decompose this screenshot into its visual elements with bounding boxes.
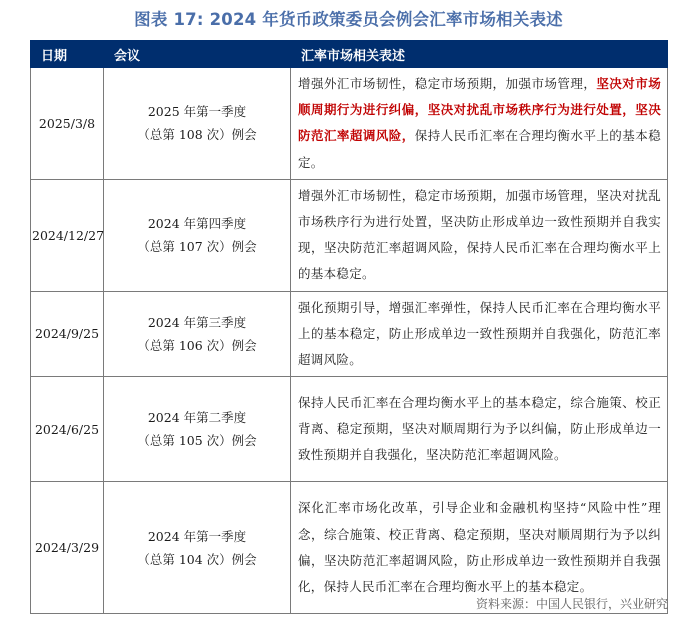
statement-text-end: 保持人民币汇率在合理均衡水平上的基本稳定。 <box>298 128 661 170</box>
row-statement <box>291 68 668 180</box>
meeting-name: 2024 年第三季度 <box>147 314 247 330</box>
table-row <box>31 291 668 377</box>
row-statement <box>291 377 668 482</box>
statement-text: 增强外汇市场韧性，稳定市场预期，加强市场管理，坚决对扰乱市场秩序行为进行处置，坚决防止形成单边一致性预期并自我实现，坚决防范汇率超调风险，保持人民币汇率在合理均衡水平上的基本稳定。 <box>298 187 661 282</box>
meeting-number: （总第 107 次）例会 <box>137 239 257 255</box>
row-date: 2024/9/25 <box>31 291 104 377</box>
row-meeting <box>104 482 291 614</box>
statement-table <box>30 40 668 614</box>
meeting-number: （总第 105 次）例会 <box>137 433 257 449</box>
figure-title: 图表 17: 2024 年货币政策委员会例会汇率市场相关表述 <box>134 10 563 29</box>
row-meeting <box>104 377 291 482</box>
row-statement <box>291 179 668 291</box>
row-date: 2024/12/27 <box>31 179 104 291</box>
table-row <box>31 482 668 614</box>
statement-highlight: 坚决对市场顺周期行为进行纠偏，坚决对扰乱市场秩序行为进行处置，坚决防范汇率超调风险， <box>298 76 661 144</box>
meeting-name: 2024 年第二季度 <box>147 410 247 426</box>
row-date: 2024/3/29 <box>31 482 104 614</box>
table-header-row <box>31 41 668 68</box>
meeting-name: 2024 年第四季度 <box>147 216 247 232</box>
statement-text: 增强外汇市场韧性，稳定市场预期，加强市场管理， <box>298 76 597 91</box>
row-date: 2024/6/25 <box>31 377 104 482</box>
statement-text: 强化预期引导，增强汇率弹性，保持人民币汇率在合理均衡水平上的基本稳定，防止形成单边一致性预期并自我强化，防范汇率超调风险。 <box>298 299 661 368</box>
row-date: 2025/3/8 <box>31 68 104 180</box>
column-header-statement: 汇率市场相关表述 <box>291 41 668 68</box>
table-row <box>31 377 668 482</box>
meeting-name: 2025 年第一季度 <box>147 104 247 120</box>
meeting-number: （总第 108 次）例会 <box>137 127 257 143</box>
row-statement <box>291 291 668 377</box>
table-row <box>31 68 668 180</box>
row-meeting <box>104 68 291 180</box>
meeting-number: （总第 104 次）例会 <box>137 551 257 567</box>
statement-text: 保持人民币汇率在合理均衡水平上的基本稳定，综合施策、校正背离、稳定预期，坚决对顺周期行为予以纠偏，防止形成单边一致性预期并自我强化，坚决防范汇率超调风险。 <box>298 394 661 463</box>
source-note: 资料来源：中国人民银行，兴业研究 <box>475 597 668 611</box>
table-row <box>31 179 668 291</box>
meeting-name: 2024 年第一季度 <box>147 528 247 544</box>
statement-text: 深化汇率市场化改革，引导企业和金融机构坚持“风险中性”理念，综合施策、校正背离、稳定预期，坚决对顺周期行为予以纠偏，坚决防范汇率超调风险，防止形成单边一致性预期并自我强化，保持人民币汇率在合理均衡水平上的基本稳定。 <box>298 500 661 594</box>
column-header-date: 日期 <box>31 41 104 68</box>
column-header-meeting: 会议 <box>104 41 291 68</box>
row-meeting <box>104 179 291 291</box>
row-meeting <box>104 291 291 377</box>
row-statement <box>291 482 668 614</box>
meeting-number: （总第 106 次）例会 <box>137 337 257 353</box>
